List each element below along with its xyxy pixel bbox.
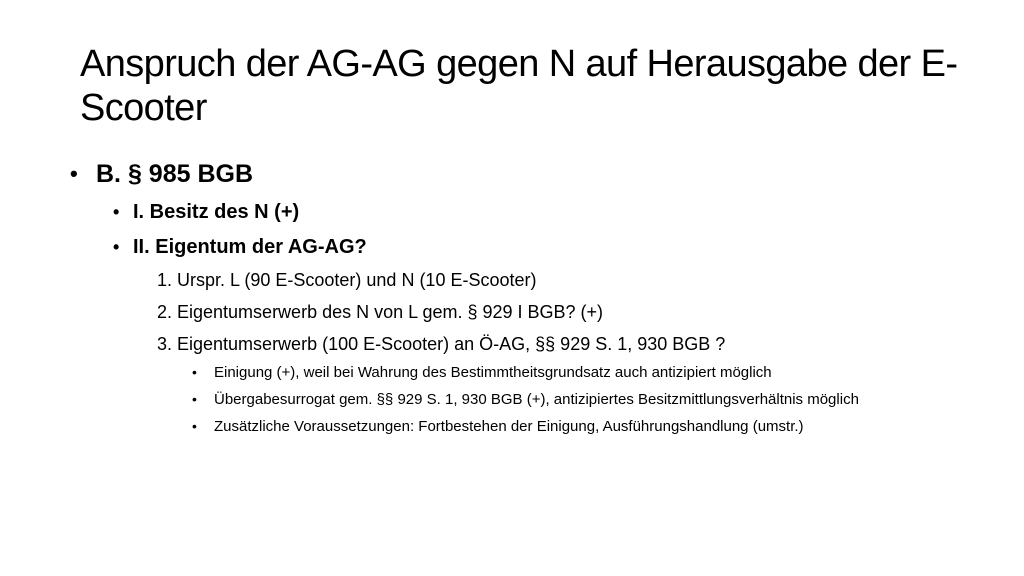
- bullet-icon: •: [192, 364, 197, 380]
- numbered-text: 1. Urspr. L (90 E-Scooter) und N (10 E-Scooter): [157, 270, 537, 290]
- bullet-icon: •: [113, 237, 120, 257]
- bullet-icon: •: [192, 391, 197, 407]
- slide-title: Anspruch der AG-AG gegen N auf Herausgabe der E-Scooter: [80, 43, 958, 129]
- sub-bullet-text: Einigung (+), weil bei Wahrung des Bestimmtheitsgrundsatz auch antizipiert möglich: [214, 364, 772, 381]
- slide-content: [70, 156, 970, 444]
- sub-bullet-text: Übergabesurrogat gem. §§ 929 S. 1, 930 BGB (+), antizipiertes Besitzmittlungsverhältnis möglich: [214, 391, 859, 408]
- bullet-item-985-bgb: [70, 156, 970, 192]
- sub-bullet-einigung: [192, 363, 934, 382]
- numbered-item-3: [157, 331, 970, 357]
- sub-bullet-uebergabesurrogat: [192, 390, 934, 409]
- sub-bullet-voraussetzungen: [192, 417, 934, 436]
- numbered-item-2: [157, 299, 970, 325]
- numbered-text: 3. Eigentumserwerb (100 E-Scooter) an Ö-AG, §§ 929 S. 1, 930 BGB ?: [157, 334, 726, 354]
- bullet-text: I. Besitz des N (+): [133, 201, 300, 223]
- bullet-text: II. Eigentum der AG-AG?: [133, 236, 367, 258]
- bullet-text: B. § 985 BGB: [96, 160, 254, 188]
- numbered-item-1: [157, 267, 970, 293]
- numbered-text: 2. Eigentumserwerb des N von L gem. § 929 I BGB? (+): [157, 302, 604, 322]
- bullet-item-besitz: [113, 197, 970, 227]
- bullet-item-eigentum: [113, 232, 970, 262]
- bullet-icon: •: [192, 418, 197, 434]
- bullet-icon: •: [113, 202, 120, 222]
- bullet-icon: •: [70, 161, 78, 186]
- sub-bullet-text: Zusätzliche Voraussetzungen: Fortbestehen der Einigung, Ausführungshandlung (umstr.): [214, 418, 804, 435]
